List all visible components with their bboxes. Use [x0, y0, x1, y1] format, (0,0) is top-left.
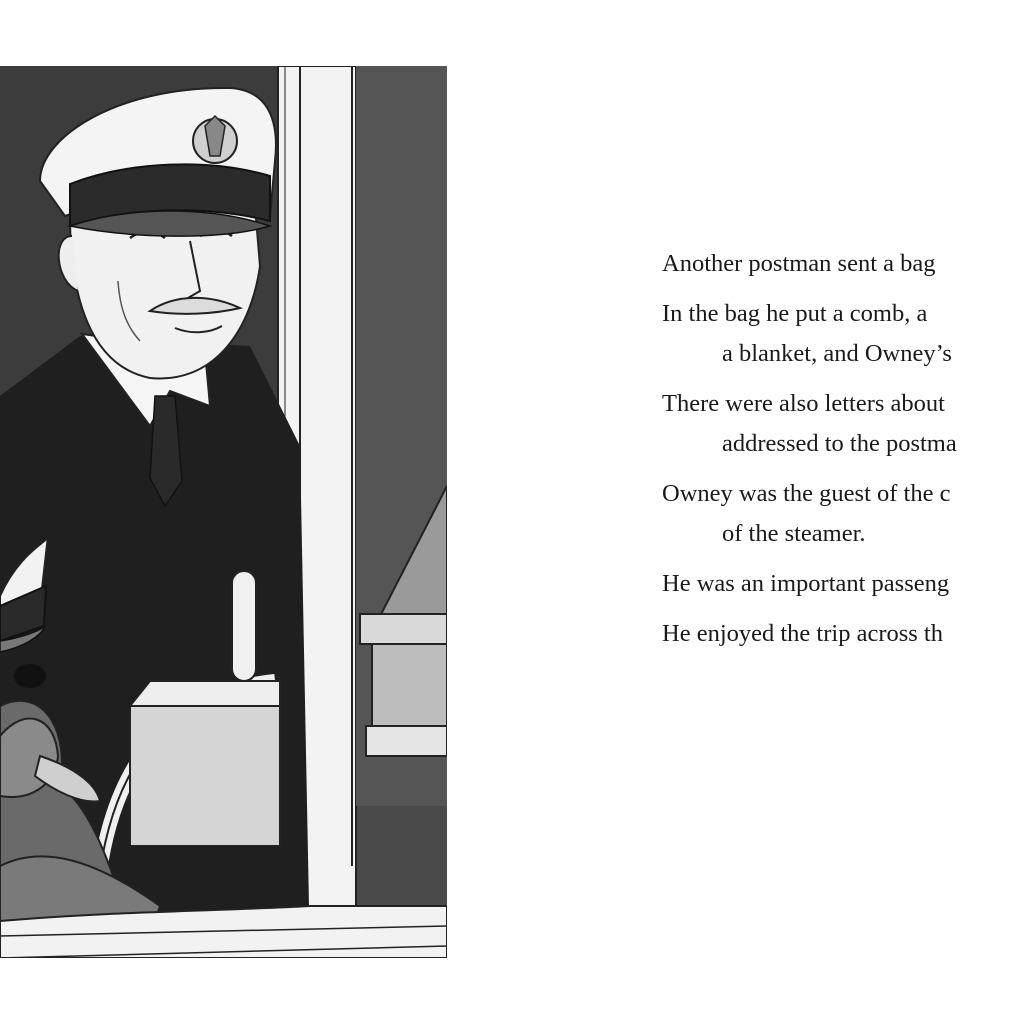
story-line: Another postman sent a bag: [662, 250, 936, 277]
story-line: He was an important passeng: [662, 570, 950, 597]
story-line: There were also letters about: [662, 390, 945, 417]
story-line: He enjoyed the trip across th: [662, 620, 943, 647]
story-line: a blanket, and Owney’s: [722, 340, 952, 367]
story-line: Owney was the guest of the c: [662, 480, 951, 507]
illustration-captain-and-dog: [0, 66, 447, 958]
story-line: In the bag he put a comb, a: [662, 300, 928, 327]
illustration-drawing: [0, 66, 447, 958]
story-line: of the steamer.: [722, 520, 866, 547]
story-line: addressed to the postma: [722, 430, 957, 457]
story-text-block: [662, 244, 1024, 664]
